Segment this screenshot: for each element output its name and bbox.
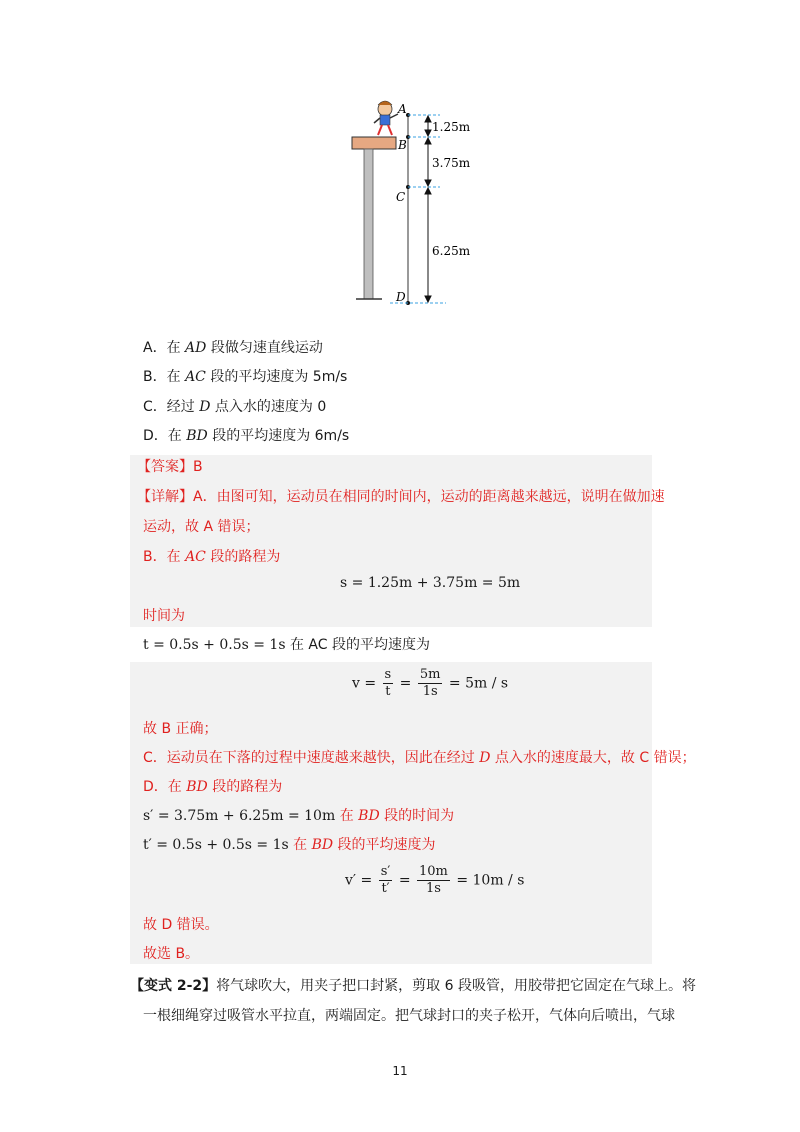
d-wrong: 故 D 错误。 [143,917,219,933]
label-c: C [396,190,406,204]
platform-top [352,137,396,149]
detail-d-line: D．在 BD 段的路程为 [143,779,283,795]
page-number: 11 [392,1064,408,1078]
final-choice: 故选 B。 [143,946,200,962]
label-b: B [398,138,407,152]
answer-label: 【答案】B [137,459,203,475]
label-d: D [396,290,406,304]
option-a: A．在 AD 段做匀速直线运动 [143,340,323,356]
next-problem-line-2: 一根细绳穿过吸管水平拉直，两端固定。把气球封口的夹子松开，气体向后喷出，气球 [143,1008,675,1024]
detail-line-1: 【详解】A．由图可知，运动员在相同的时间内，运动的距离越来越远，说明在做加速 [137,489,665,505]
option-d: D．在 BD 段的平均速度为 6m/s [143,428,350,444]
equation-s: s = 1.25m + 3.75m = 5m [340,575,521,591]
equation-v2: v′ = $\frac{s'}{t'}$ = $\frac{10m}{1s}$ = 10m / s [345,864,525,896]
athlete-icon [374,101,398,135]
detail-b-line: B．在 AC 段的路程为 [143,549,281,565]
detail-c-line: C．运动员在下落的过程中速度越来越快，因此在经过 D 点入水的速度最大，故 C 错误； [143,750,696,766]
platform-pole [364,149,373,299]
next-problem-line-1: 【变式 2-2】将气球吹大，用夹子把口封紧，剪取 6 段吸管，用胶带把它固定在气球上。将 [130,978,696,994]
dist-bc: 3.75m [432,156,471,170]
diving-figure [340,95,490,310]
time-line: t = 0.5s + 0.5s = 1s 在 AC 段的平均速度为 [143,637,430,653]
b-correct: 故 B 正确； [143,721,218,737]
t2-line: t′ = 0.5s + 0.5s = 1s 在 BD 段的平均速度为 [143,837,436,853]
detail-line-2: 运动，故 A 错误； [143,519,260,535]
s2-line: s′ = 3.75m + 6.25m = 10m 在 BD 段的时间为 [143,808,455,824]
time-label: 时间为 [143,608,185,624]
dist-ab: 1.25m [432,120,471,134]
dist-cd: 6.25m [432,244,471,258]
equation-v: v = $\frac{s}{t}$ = $\frac{5m}{1s}$ = 5m / s [352,667,509,699]
option-b: B．在 AC 段的平均速度为 5m/s [143,369,348,385]
answer-block-1 [130,455,652,627]
label-a: A [398,102,407,116]
option-c: C．经过 D 点入水的速度为 0 [143,399,327,415]
